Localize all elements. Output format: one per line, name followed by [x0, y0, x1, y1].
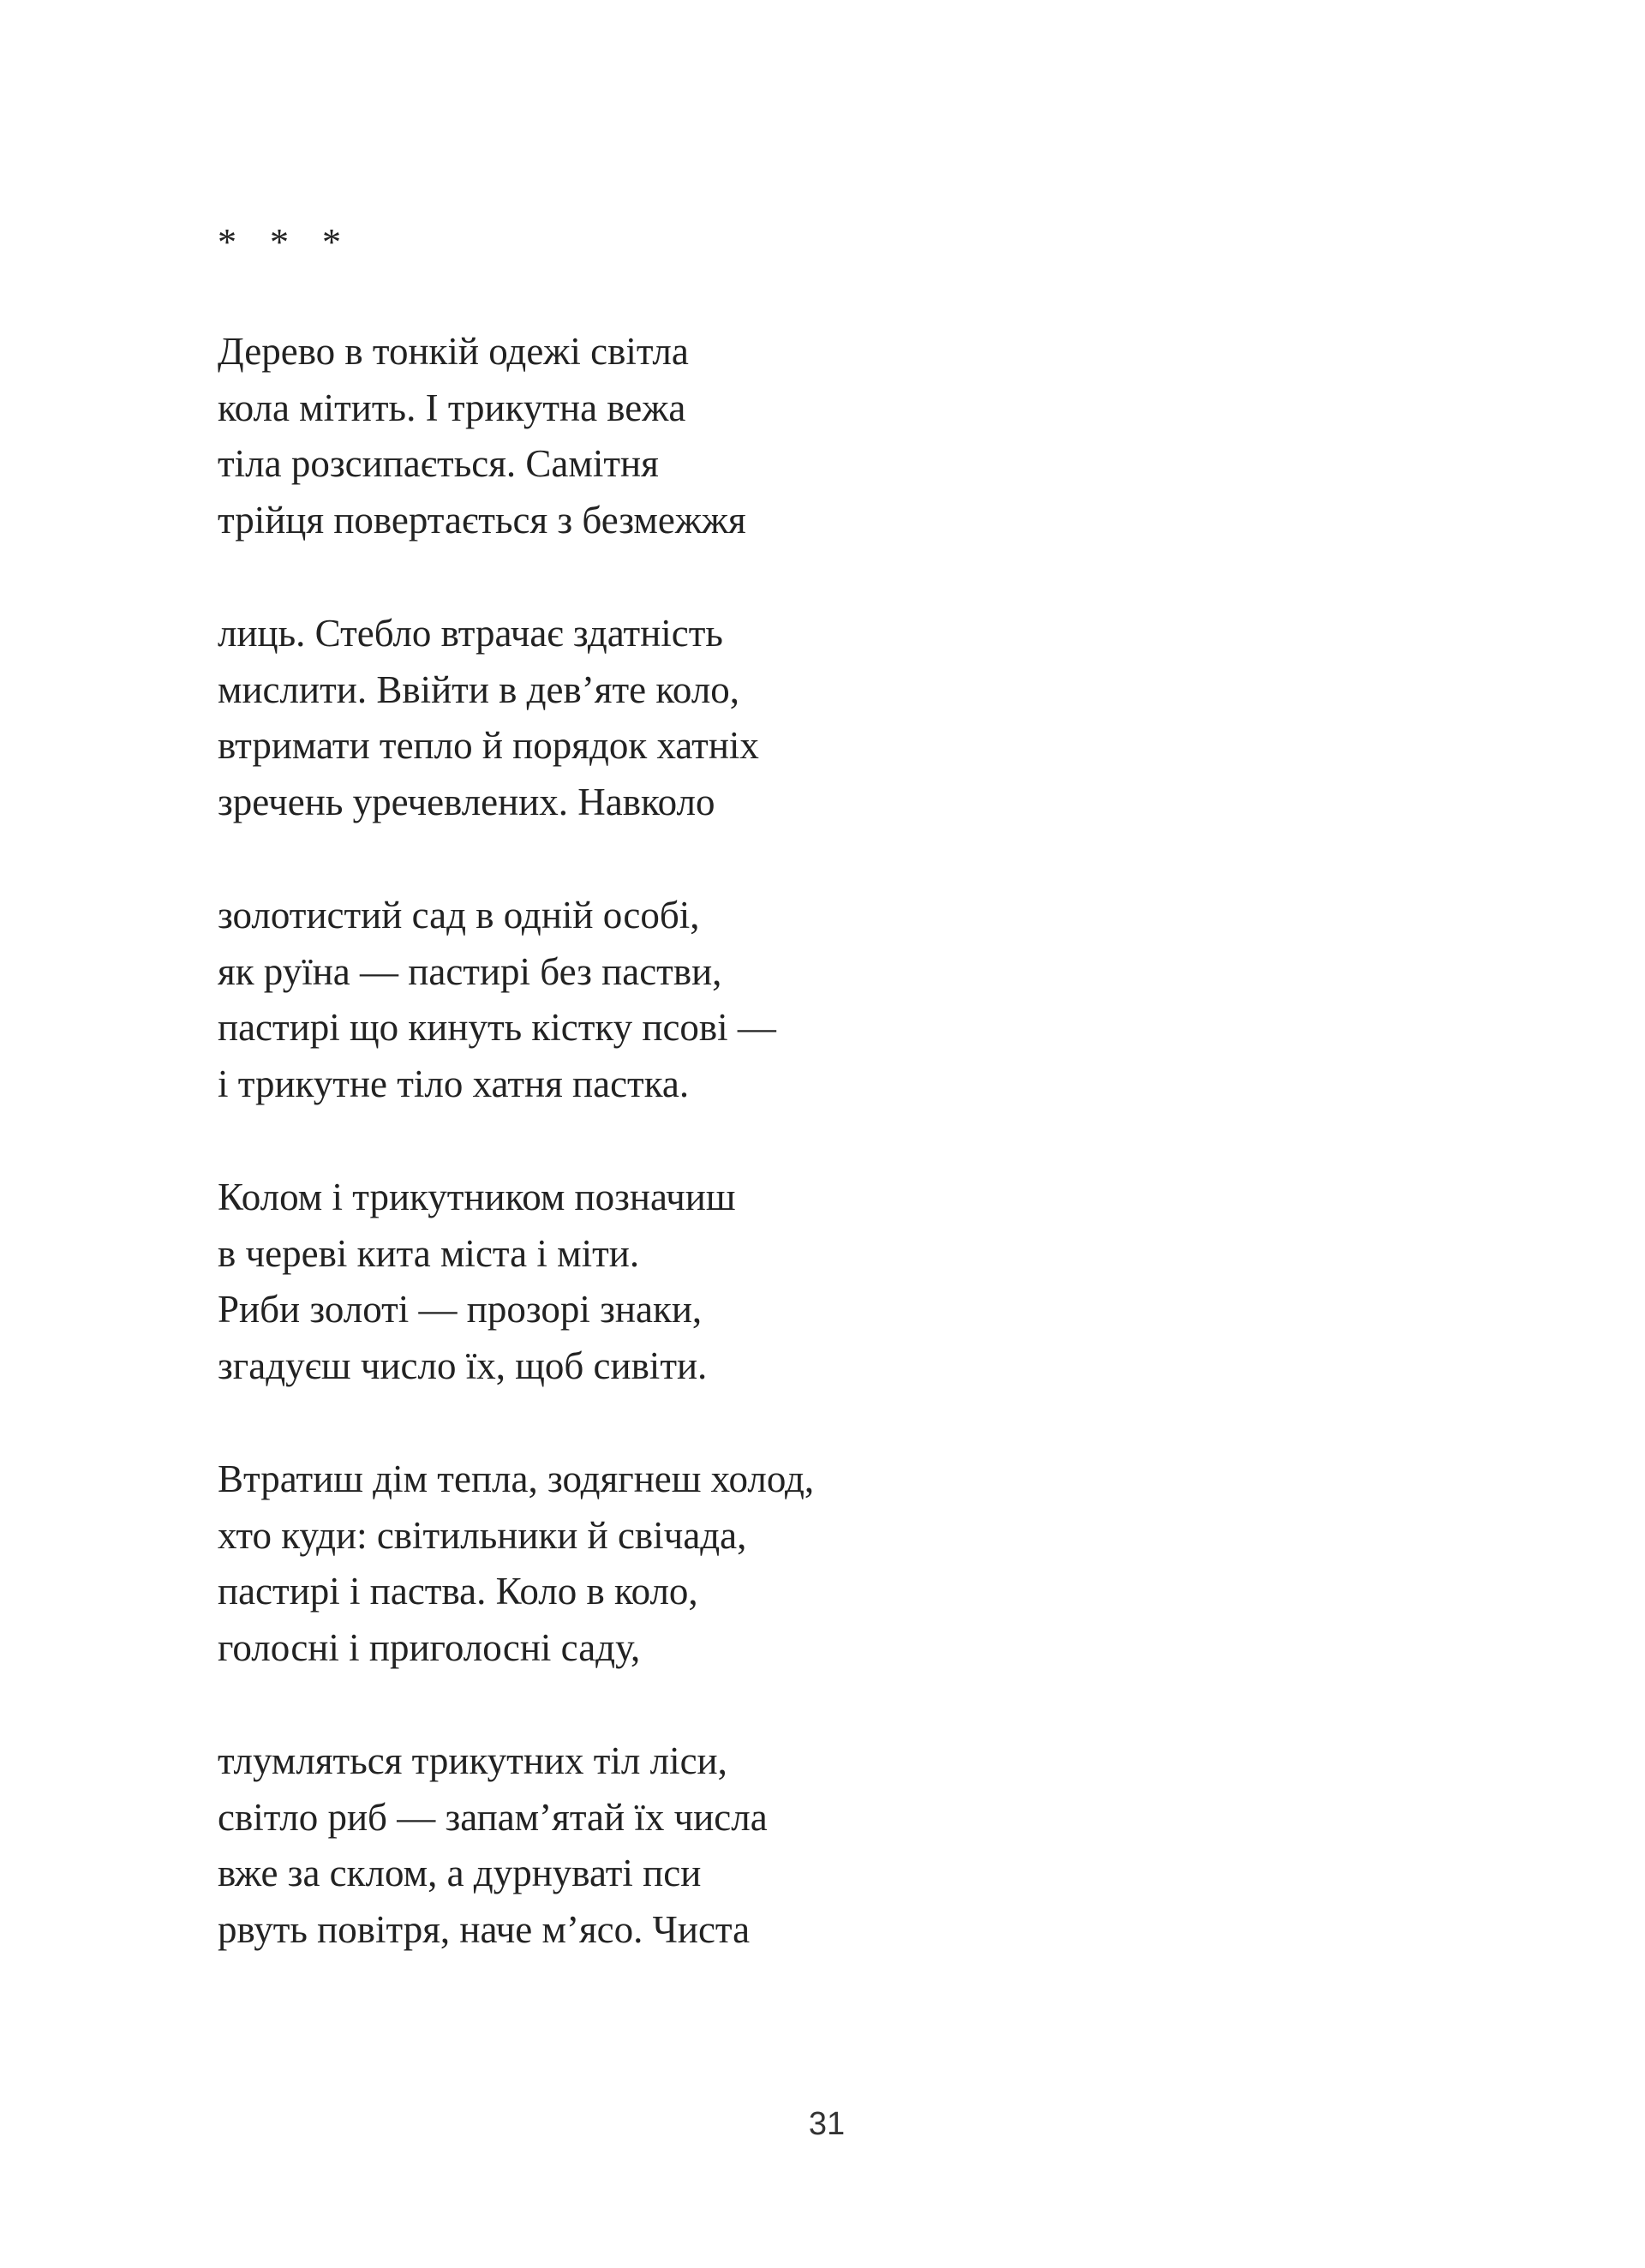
poem-line: згадуєш число їх, щоб сивіти.: [218, 1343, 708, 1387]
section-separator: * * *: [218, 221, 353, 263]
poem: [218, 324, 814, 2015]
stanza: [218, 1733, 814, 1958]
page-number: 31: [808, 2106, 846, 2142]
stanza: [218, 1170, 814, 1394]
poem-line: пастирі і паства. Коло в коло,: [218, 1570, 698, 1613]
poem-line: пастирі що кинуть кістку псові —: [218, 1006, 776, 1049]
poem-line: вже за склом, а дурнуваті пси: [218, 1852, 702, 1894]
poem-line: хто куди: світильники й свічада,: [218, 1513, 747, 1557]
poem-line: в череві кита міста і міти.: [218, 1231, 640, 1275]
poem-line: мислити. Ввійти в дев’яте коло,: [218, 667, 740, 711]
poem-line: голосні і приголосні саду,: [218, 1625, 641, 1669]
poem-line: Риби золоті — прозорі знаки,: [218, 1288, 703, 1331]
poem-line: золотистий сад в одній особі,: [218, 894, 700, 937]
poem-line: Втратиш дім тепла, зодягнеш холод,: [218, 1457, 815, 1500]
poem-line: і трикутне тіло хатня пастка.: [218, 1062, 690, 1105]
poem-line: зречень уречевлених. Навколо: [218, 780, 715, 823]
poem-line: тлумляться трикутних тіл ліси,: [218, 1739, 727, 1782]
poem-line: кола мітить. І трикутна вежа: [218, 386, 686, 429]
poem-line: рвуть повітря, наче м’ясо. Чиста: [218, 1907, 751, 1951]
poem-line: Колом і трикутником позначиш: [218, 1176, 736, 1218]
poem-line: Дерево в тонкій одежі світла: [218, 330, 689, 373]
stanza: [218, 606, 814, 830]
stanza: [218, 324, 814, 548]
poem-line: втримати тепло й порядок хатніх: [218, 724, 759, 767]
stanza: [218, 1451, 814, 1676]
stanza: [218, 888, 814, 1112]
poem-line: світло риб — запам’ятай їх числа: [218, 1795, 768, 1839]
poem-line: лиць. Стебло втрачає здатність: [218, 612, 723, 655]
poem-line: як руїна — пастирі без пастви,: [218, 949, 722, 993]
poem-line: тіла розсипається. Самітня: [218, 442, 659, 485]
poem-line: трійця повертається з безмежжя: [218, 498, 746, 542]
